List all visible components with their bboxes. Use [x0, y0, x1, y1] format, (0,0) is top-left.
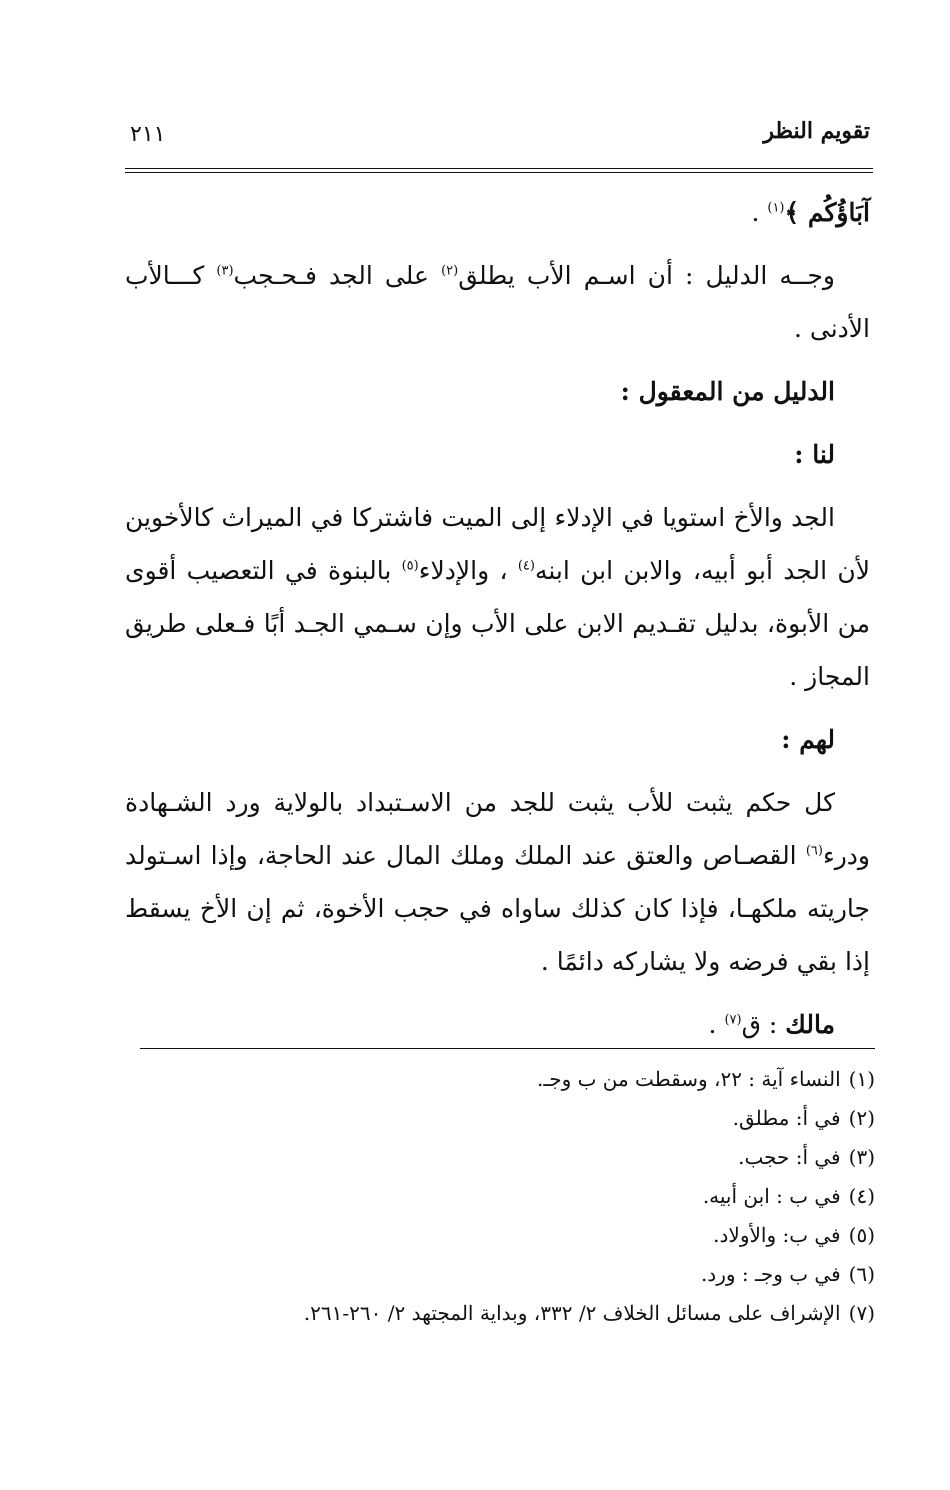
page-number: ٢١١ [130, 122, 166, 147]
footnote-number: (٥) [848, 1223, 875, 1247]
paragraph-evidence [125, 249, 870, 355]
text-span: الجد والأخ استويا في الإدلاء إلى الميت فاشتركا في الميراث كالأخوين لأن الجد أبو أبيه، والابن ابن ابنه [125, 503, 870, 585]
footnote-number: (٢) [848, 1106, 875, 1130]
footnote-text: في ب: والأولاد. [713, 1223, 841, 1247]
footnote-text: الإشراف على مسائل الخلاف ٢/ ٣٣٢، وبداية المجتهد ٢/ ٢٦٠-٢٦١. [303, 1301, 841, 1325]
footnote-text: في أ: مطلق. [732, 1106, 841, 1130]
text-span: على الجد فـحـجب [233, 261, 442, 290]
text-span: كـــالأب الأدنى . [125, 261, 870, 343]
footnote-number: (٦) [848, 1262, 875, 1286]
footnote-number: (١) [848, 1067, 875, 1091]
text-span: وجــه الدليل : أن اسـم الأب يطلق [458, 261, 835, 290]
main-text [125, 186, 870, 1051]
verse-tail: . [751, 198, 768, 227]
quran-verse-end [125, 186, 870, 239]
footnote-number: (٧) [848, 1301, 875, 1325]
footnote-text: النساء آية : ٢٢، وسقطت من ب وجـ. [536, 1067, 841, 1091]
footnote-item [115, 1060, 875, 1099]
verse-text: آبَاؤُكُم ﴾ [784, 198, 870, 227]
footnote-ref-3: (٣) [216, 263, 234, 279]
footnote-ref-5: (٥) [401, 558, 419, 574]
footnote-text: في ب وجـ : ورد. [700, 1262, 841, 1286]
footnote-item [115, 1138, 875, 1177]
paragraph-for-us [125, 491, 870, 703]
text-span: ، والإدلاء [418, 556, 518, 585]
footnote-item [115, 1294, 875, 1333]
footnote-ref-1: (١) [767, 200, 785, 216]
footnote-item [115, 1255, 875, 1294]
text-span: : ق [741, 1010, 786, 1039]
text-span: القصـاص والعتق عند الملك وملك المال عند الحاجة، وإذا اسـتولد جاريته ملكهـا، فإذا كان كذلك ساواه في حجب الأخوة، ثم إن الأخ يسقط إذا بقي فرضه ولا يشاركه دائمًا . [125, 841, 870, 976]
heading-for-them: لهم : [781, 725, 835, 754]
running-title: تقويم النظر [763, 118, 870, 144]
footnote-text: في ب : ابن أبيه. [702, 1184, 841, 1208]
footnote-ref-2: (٢) [441, 263, 459, 279]
footnote-ref-4: (٤) [517, 558, 535, 574]
footnote-number: (٣) [848, 1145, 875, 1169]
footnote-number: (٤) [848, 1184, 875, 1208]
footnote-ref-6: (٦) [805, 843, 823, 859]
footnote-text: في أ: حجب. [738, 1145, 841, 1169]
heading-for-us: لنا : [794, 440, 835, 469]
footnote-item [115, 1099, 875, 1138]
footnotes-list [115, 1060, 875, 1333]
footnote-separator [140, 1048, 875, 1049]
paragraph-malik [125, 998, 870, 1051]
footnote-item [115, 1216, 875, 1255]
heading-rational-evidence: الدليل من المعقول : [620, 377, 835, 406]
footnote-ref-7: (٧) [724, 1012, 742, 1028]
paragraph-for-them [125, 776, 870, 988]
header-rule-thin [125, 172, 873, 173]
text-span: بالبنوة في التعصيب أقوى من الأبوة، بدليل تقـديم الابن على الأب وإن سـمي الجـد أبًا فـعلى طريق المجاز . [125, 556, 870, 691]
header-rule [125, 168, 873, 169]
text-span: . [708, 1010, 725, 1039]
footnote-item [115, 1177, 875, 1216]
malik-label: مالك [785, 1010, 835, 1039]
text-span: كل حكم يثبت للأب يثبت للجد من الاسـتبداد بالولاية ورد الشـهادة ودرء [125, 788, 870, 870]
